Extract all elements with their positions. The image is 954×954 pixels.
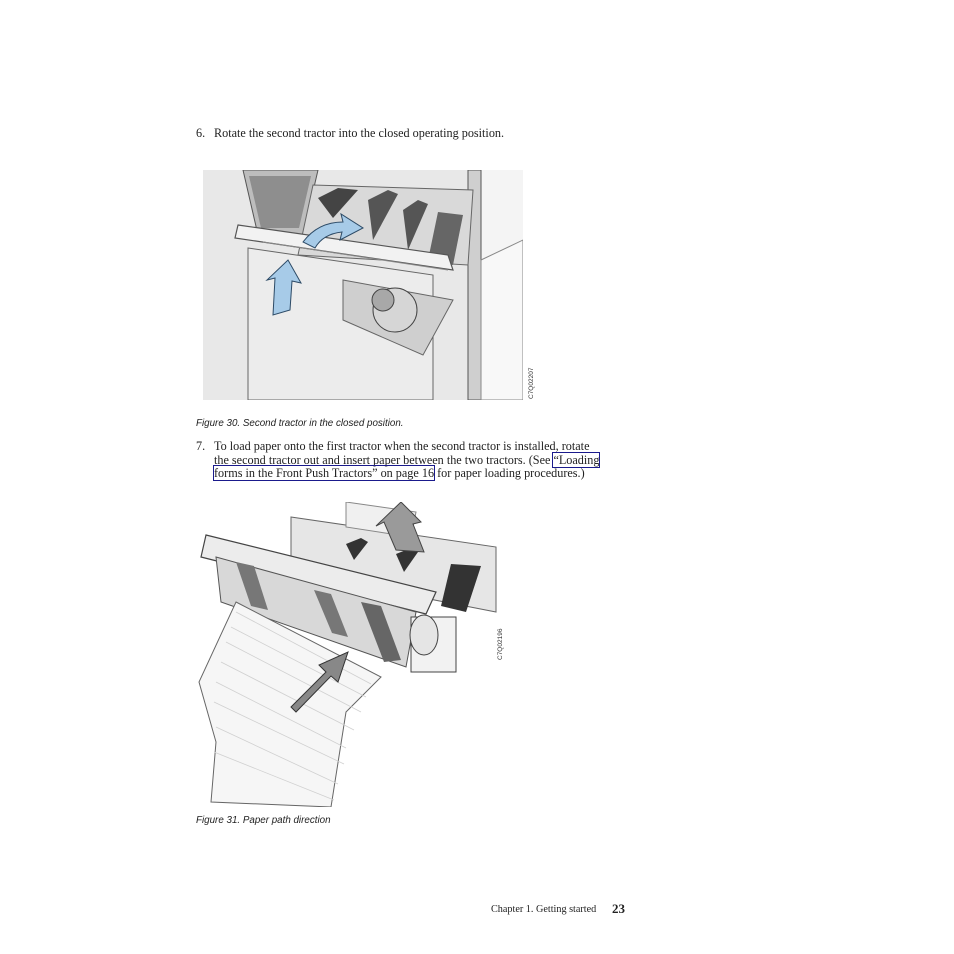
step-7 xyxy=(196,440,626,482)
loading-forms-link-continued[interactable]: forms in the Front Push Tractors” on page 16 xyxy=(214,466,435,480)
step-text-line-2-text: the second tractor out and insert paper between the two tractors. (See xyxy=(214,452,554,467)
step-text: Rotate the second tractor into the closed operating position. xyxy=(214,126,505,140)
figure-31-code: C7Q02196 xyxy=(497,628,504,660)
figure-31-illustration xyxy=(196,502,501,807)
figure-31-caption: Figure 31. Paper path direction xyxy=(196,815,331,826)
loading-forms-link[interactable]: “Loading xyxy=(553,452,600,467)
step-text-line-1: To load paper onto the first tractor when the second tractor is installed, rotate xyxy=(214,439,590,453)
footer-page-number: 23 xyxy=(612,901,625,916)
figure-30-code: C7Q02207 xyxy=(528,367,535,399)
figure-30-illustration xyxy=(203,170,523,400)
step-text-line-3 xyxy=(214,467,599,481)
step-text-line-2 xyxy=(214,454,599,468)
step-text xyxy=(214,440,599,481)
footer-chapter-title: Chapter 1. Getting started xyxy=(491,904,597,915)
figure-30-caption: Figure 30. Second tractor in the closed position. xyxy=(196,418,404,429)
step-text-line-3-text: for paper loading procedures.) xyxy=(434,466,585,480)
step-number: 6. xyxy=(196,126,206,140)
step-6 xyxy=(196,127,616,141)
step-number: 7. xyxy=(196,439,206,453)
